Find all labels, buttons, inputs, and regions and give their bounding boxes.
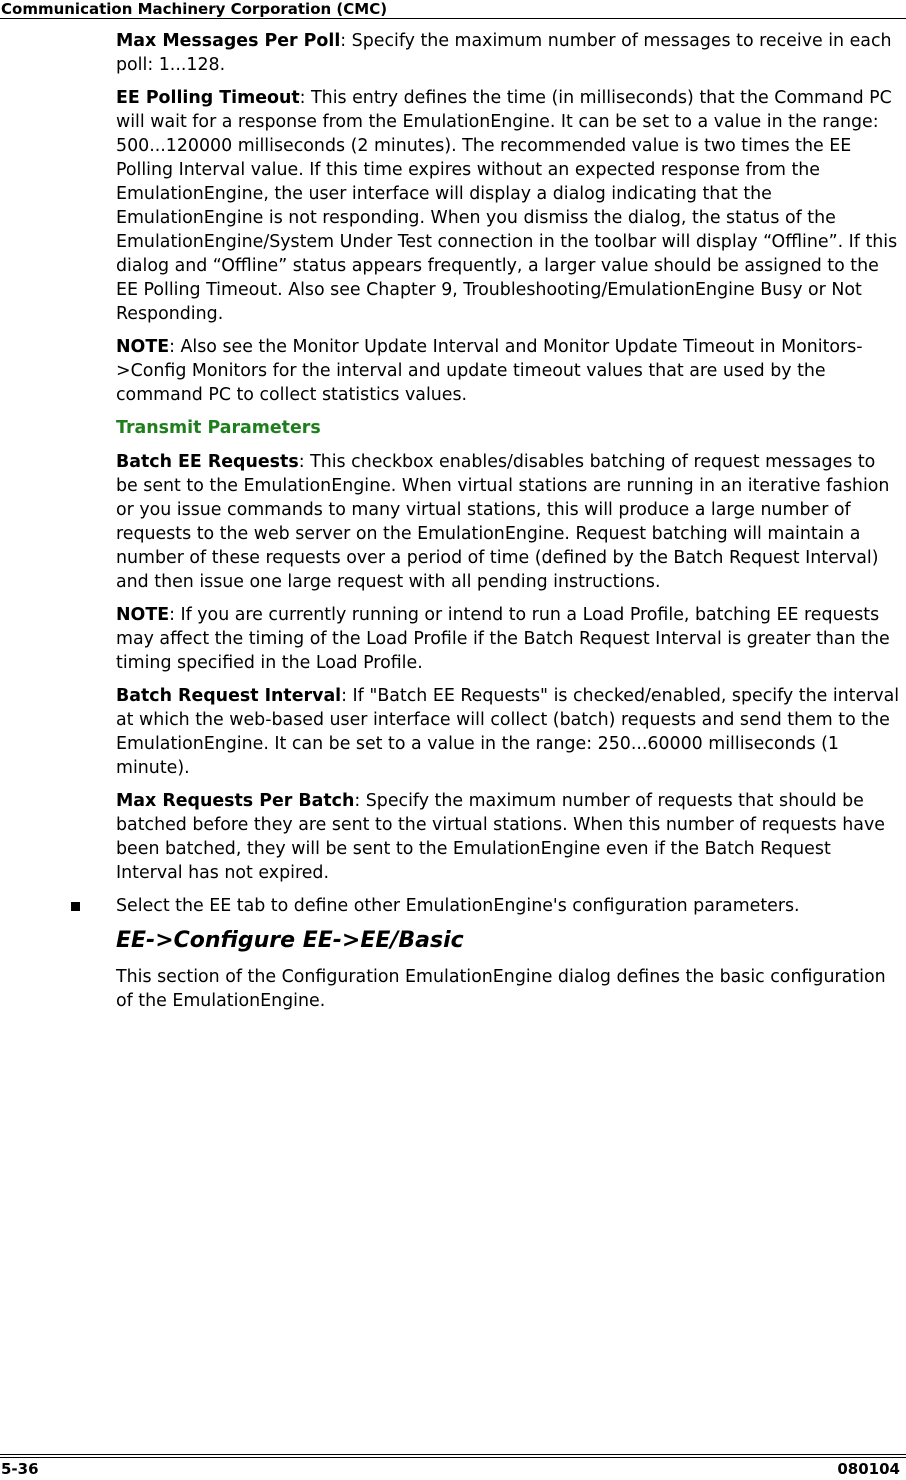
max-messages-text: : Specify the maximum number of messages to receive in each poll: 1...128. [116,31,892,75]
batch-request-interval-text: : If "Batch EE Requests" is checked/enabled, specify the interval at which the web-based user interface will collect (batch) requests and send them to the EmulationEngine. It can be set to a value in the range: 250...60000 milliseconds (1 minute). [116,686,900,778]
note-monitor-text: : Also see the Monitor Update Interval and Monitor Update Timeout in Monitors->Config Monitors for the interval and update timeout values that are used by the command PC to collect statistics values. [116,337,863,405]
footer-rule-top [0,1454,906,1455]
ee-polling-timeout-term: EE Polling Timeout [116,88,300,108]
note-monitor-paragraph [116,335,902,407]
bullet-item [116,894,902,918]
header-title: Communication Machinery Corporation (CMC) [1,0,388,18]
note-monitor-term: NOTE [116,337,170,357]
ee-polling-timeout-paragraph [116,86,902,326]
square-bullet-icon [71,902,80,911]
section-intro-paragraph: This section of the Configuration EmulationEngine dialog defines the basic configuration of the EmulationEngine. [116,967,886,1011]
max-requests-per-batch-text: : Specify the maximum number of requests that should be batched before they are sent to the virtual stations. When this number of requests have been batched, they will be sent to the EmulationEngine even if the Batch Request Interval has not expired. [116,791,885,883]
note-load-profile-paragraph [116,603,902,675]
max-requests-per-batch-paragraph [116,789,902,885]
batch-request-interval-term: Batch Request Interval [116,686,342,706]
page-header [0,0,906,20]
max-messages-paragraph [116,29,902,77]
max-requests-per-batch-term: Max Requests Per Batch [116,791,355,811]
batch-ee-requests-text: : This checkbox enables/disables batching of request messages to be sent to the EmulationEngine. When virtual stations are running in an iterative fashion or you issue commands to many virtual stations, this will produce a large number of requests to the web server on the EmulationEngine. Request batching will maintain a number of these requests over a period of time (defined by the Batch Request Interval) and then issue one large request with all pending instructions. [116,452,890,592]
max-messages-term: Max Messages Per Poll [116,31,341,51]
transmit-parameters-heading: Transmit Parameters [116,418,321,438]
note-load-profile-term: NOTE [116,605,170,625]
batch-ee-requests-term: Batch EE Requests [116,452,299,472]
header-rule [0,18,906,19]
document-body [116,29,902,1022]
bullet-text: Select the EE tab to define other EmulationEngine's configuration parameters. [116,896,800,916]
document-code: 080104 [837,1460,900,1478]
section-title: EE->Configure EE->EE/Basic [116,928,464,953]
batch-ee-requests-paragraph [116,450,902,594]
note-load-profile-text: : If you are currently running or intend to run a Load Profile, batching EE requests may affect the timing of the Load Profile if the Batch Request Interval is greater than the timing specified in the Load Profile. [116,605,890,673]
batch-request-interval-paragraph [116,684,902,780]
ee-polling-timeout-text: : This entry defines the time (in milliseconds) that the Command PC will wait for a response from the EmulationEngine. It can be set to a value in the range: 500...120000 milliseconds (2 minutes). The recommended value is two times the EE Polling Interval value. If this time expires without an expected response from the EmulationEngine, the user interface will display a dialog indicating that the EmulationEngine is not responding. When you dismiss the dialog, the status of the EmulationEngine/System Under Test connection in the toolbar will display “Offline”. If this dialog and “Offline” status appears frequently, a larger value should be assigned to the EE Polling Timeout. Also see Chapter 9, Troubleshooting/EmulationEngine Busy or Not Responding. [116,88,898,324]
footer-rule-bottom [0,1457,906,1458]
page-number: 5-36 [1,1460,39,1478]
page-footer [0,1454,906,1480]
